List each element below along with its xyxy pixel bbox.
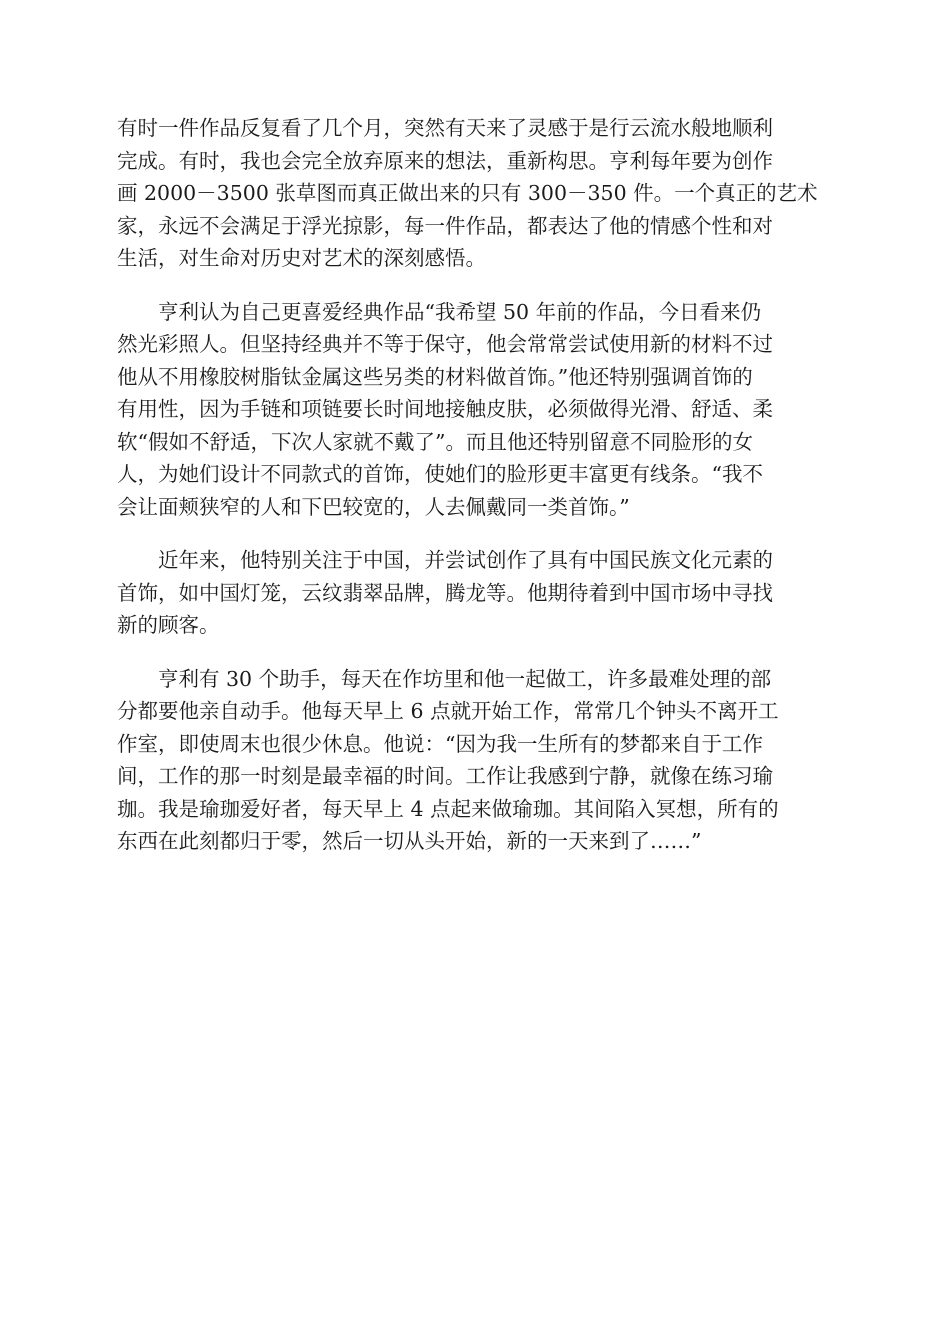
document-body (117, 112, 835, 879)
paragraph-3: 近年来，他特别关注于中国，并尝试创作了具有中国民族文化元素的 首饰，如中国灯笼，云纹翡翠品牌，腾龙等。他期待着到中国市场中寻找 新的顾客。 (117, 548, 773, 637)
paragraph-2: 亨利认为自己更喜爱经典作品“我希望 50 年前的作品，今日看来仍 然光彩照人。但坚持经典并不等于保守，他会常常尝试使用新的材料不过 他从不用橡胶树脂钛金属这些另类的材料做首饰。”他还特别强调首饰的 有用性，因为手链和项链要长时间地接触皮肤，必须做得光滑、舒适、柔 软“假如不舒适，下次人家就不戴了”。而且他还特别留意不同脸形的女 人，为她们设计不同款式的首饰，使她们的脸形更丰富更有线条。“我不 会让面颊狭窄的人和下巴较宽的，人去佩戴同一类首饰。” (117, 299, 773, 519)
paragraph-1: 有时一件作品反复看了几个月，突然有天来了灵感于是行云流水般地顺利 完成。有时，我也会完全放弃原来的想法，重新构思。亨利每年要为创作 画 2000－3500 张草图而真正做出来的只有 300－350 件。一个真正的艺术 家，永远不会满足于浮光掠影，每一件作品，都表达了他的情感个性和对 生活，对生命对历史对艺术的深刻感悟。 (117, 116, 818, 270)
paragraph-4: 亨利有 30 个助手，每天在作坊里和他一起做工，许多最难处理的部 分都要他亲自动手。他每天早上 6 点就开始工作，常常几个钟头不离开工 作室，即使周末也很少休息。他说：“因为我一生所有的梦都来自于工作 间，工作的那一时刻是最幸福的时间。工作让我感到宁静，就像在练习瑜 珈。我是瑜珈爱好者，每天早上 4 点起来做瑜珈。其间陷入冥想，所有的 东西在此刻都归于零，然后一切从头开始，新的一天来到了……” (117, 666, 779, 853)
